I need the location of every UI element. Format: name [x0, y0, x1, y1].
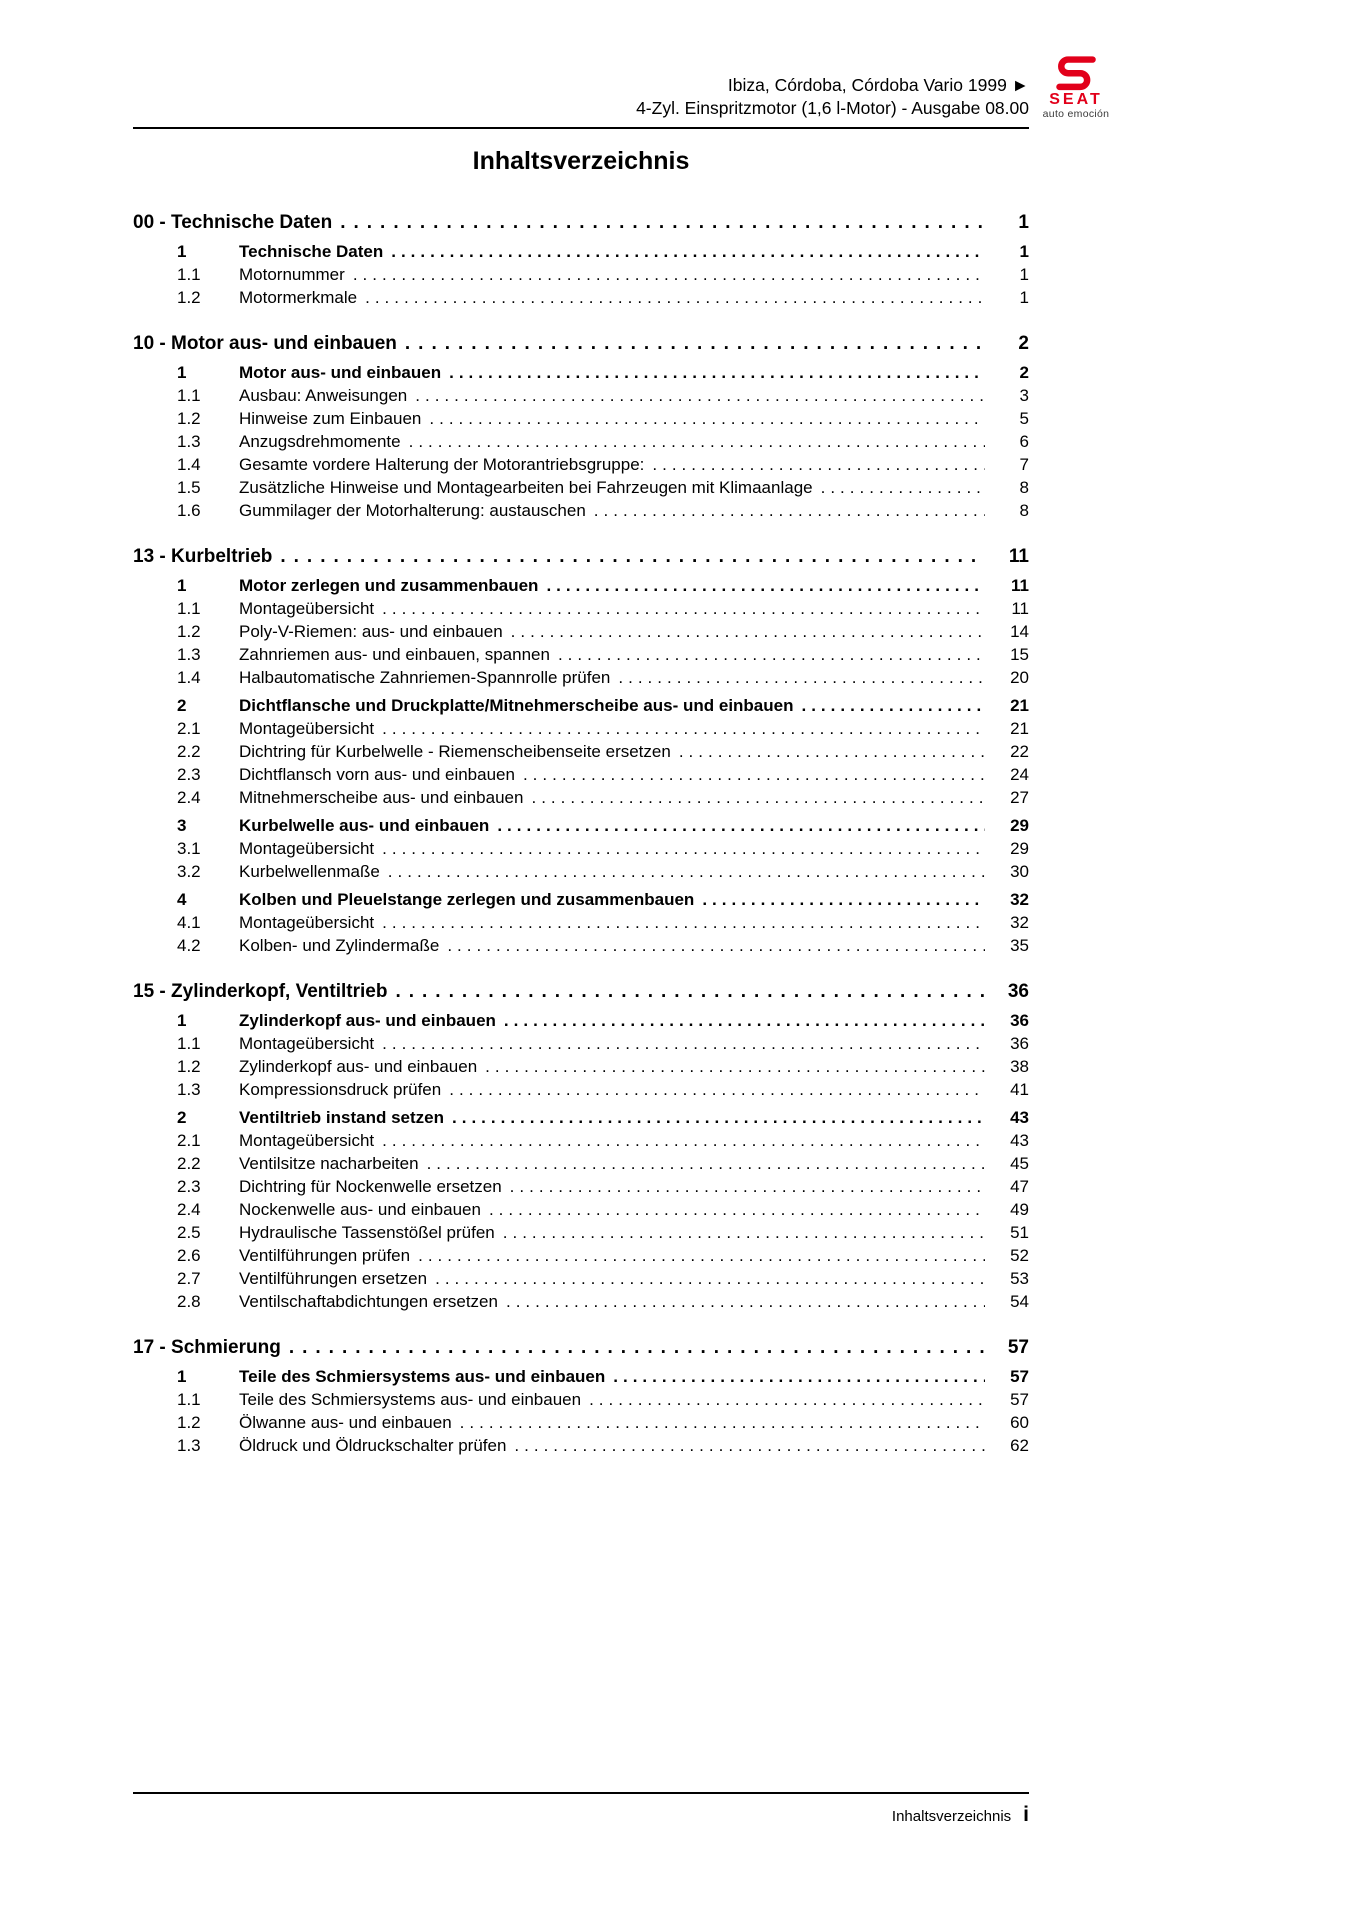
entry-title: Poly-V-Riemen: aus- und einbauen	[239, 622, 503, 641]
dot-leader	[546, 574, 985, 597]
entry-page-number: 21	[1010, 696, 1029, 715]
entry-number: 2.4	[177, 788, 201, 807]
entry-page-number: 27	[1010, 788, 1029, 807]
dot-leader	[702, 888, 985, 911]
entry-number: 1.3	[177, 645, 201, 664]
dot-leader	[391, 240, 985, 263]
dot-leader	[382, 837, 985, 860]
entry-title: Ölwanne aus- und einbauen	[239, 1413, 452, 1432]
entry-number: 3.2	[177, 862, 201, 881]
toc-section	[133, 1335, 1029, 1457]
entry-number: 1.3	[177, 1080, 201, 1099]
section-page-number: 2	[1018, 333, 1029, 354]
toc-entry	[133, 597, 1029, 620]
dot-leader	[429, 407, 985, 430]
dot-leader	[449, 361, 985, 384]
section-entries	[133, 240, 1029, 309]
entry-number: 2.2	[177, 742, 201, 761]
dot-leader	[558, 643, 985, 666]
toc-entry	[133, 1365, 1029, 1388]
entry-page-number: 24	[1010, 765, 1029, 784]
entry-title: Ausbau: Anweisungen	[239, 386, 408, 405]
dot-leader	[489, 1198, 985, 1221]
entry-page-number: 15	[1010, 645, 1029, 664]
toc-entry	[133, 694, 1029, 717]
entry-page-number: 32	[1010, 913, 1029, 932]
entry-page-number: 54	[1010, 1292, 1029, 1311]
toc-entry	[133, 1244, 1029, 1267]
toc-entry	[133, 1388, 1029, 1411]
entry-number: 1.4	[177, 455, 201, 474]
entry-title: Öldruck und Öldruckschalter prüfen	[239, 1436, 507, 1455]
section-page-number: 57	[1007, 1337, 1029, 1358]
toc-section	[133, 544, 1029, 957]
entry-title: Motornummer	[239, 265, 345, 284]
dot-leader	[452, 1106, 985, 1129]
dot-leader	[613, 1365, 985, 1388]
dot-leader	[531, 786, 985, 809]
entry-title: Dichtflansch vorn aus- und einbauen	[239, 765, 515, 784]
toc-entry	[133, 499, 1029, 522]
dot-leader	[485, 1055, 985, 1078]
entry-title: Anzugsdrehmomente	[239, 432, 401, 451]
entry-page-number: 8	[1019, 501, 1029, 520]
entry-title: Kurbelwelle aus- und einbauen	[239, 816, 490, 835]
entry-page-number: 29	[1010, 816, 1029, 835]
entry-number: 2.3	[177, 1177, 201, 1196]
entry-number: 1.6	[177, 501, 201, 520]
entry-title: Teile des Schmiersystems aus- und einbauen	[239, 1390, 582, 1409]
entry-title: Montageübersicht	[239, 1034, 375, 1053]
entry-page-number: 1	[1019, 265, 1029, 284]
entry-number: 1	[177, 242, 187, 261]
entry-title: Motor aus- und einbauen	[239, 363, 442, 382]
dot-leader	[395, 979, 985, 1004]
section-header	[133, 331, 1029, 356]
dot-leader	[382, 597, 985, 620]
toc-entry	[133, 740, 1029, 763]
section-page-number: 1	[1018, 212, 1029, 233]
section-header	[133, 210, 1029, 235]
entry-page-number: 29	[1010, 839, 1029, 858]
header-model-line: Ibiza, Córdoba, Córdoba Vario 1999 ►	[727, 75, 1029, 95]
dot-leader	[382, 1032, 985, 1055]
entry-number: 1.1	[177, 1390, 201, 1409]
entry-number: 2	[177, 696, 187, 715]
toc-entry	[133, 1198, 1029, 1221]
dot-leader	[289, 1335, 985, 1360]
entry-title: Montageübersicht	[239, 719, 375, 738]
entry-number: 2.8	[177, 1292, 201, 1311]
entry-title: Montageübersicht	[239, 1131, 375, 1150]
dot-leader	[447, 934, 985, 957]
toc-entry	[133, 1175, 1029, 1198]
dot-leader	[801, 694, 985, 717]
entry-page-number: 36	[1010, 1034, 1029, 1053]
entry-number: 2.6	[177, 1246, 201, 1265]
dot-leader	[449, 1078, 985, 1101]
toc-entry	[133, 240, 1029, 263]
entry-page-number: 57	[1010, 1390, 1029, 1409]
toc-entry	[133, 384, 1029, 407]
dot-leader	[594, 499, 985, 522]
entry-number: 4.2	[177, 936, 201, 955]
entry-title: Motormerkmale	[239, 288, 358, 307]
entry-number: 1.3	[177, 432, 201, 451]
entry-title: Kurbelwellenmaße	[239, 862, 380, 881]
entry-title: Ventilschaftabdichtungen ersetzen	[239, 1292, 498, 1311]
dot-leader	[382, 911, 985, 934]
entry-title: Hydraulische Tassenstößel prüfen	[239, 1223, 495, 1242]
entry-title: Ventilführungen ersetzen	[239, 1269, 428, 1288]
entry-number: 2.5	[177, 1223, 201, 1242]
entry-title: Ventilführungen prüfen	[239, 1246, 411, 1265]
header-engine-line: 4-Zyl. Einspritzmotor (1,6 l-Motor) - Ausgabe 08.00	[636, 98, 1029, 118]
entry-title: Montageübersicht	[239, 599, 375, 618]
entry-page-number: 1	[1019, 242, 1029, 261]
entry-title: Montageübersicht	[239, 913, 375, 932]
dot-leader	[503, 1221, 985, 1244]
entry-page-number: 52	[1010, 1246, 1029, 1265]
entry-title: Kompressionsdruck prüfen	[239, 1080, 442, 1099]
entry-page-number: 5	[1019, 409, 1029, 428]
entry-title: Ventiltrieb instand setzen	[239, 1108, 444, 1127]
section-page-number: 11	[1008, 546, 1029, 567]
toc-entry	[133, 1009, 1029, 1032]
dot-leader	[504, 1009, 985, 1032]
entry-page-number: 43	[1010, 1108, 1029, 1127]
header-divider	[133, 127, 1029, 129]
footer-divider	[133, 1792, 1029, 1794]
toc-entry	[133, 934, 1029, 957]
entry-title: Gummilager der Motorhalterung: austauschen	[239, 501, 586, 520]
entry-title: Zylinderkopf aus- und einbauen	[239, 1011, 496, 1030]
entry-number: 2.7	[177, 1269, 201, 1288]
dot-leader	[365, 286, 985, 309]
toc-entry	[133, 1290, 1029, 1313]
entry-number: 2.2	[177, 1154, 201, 1173]
entry-page-number: 8	[1019, 478, 1029, 497]
entry-page-number: 20	[1010, 668, 1029, 687]
entry-number: 1.2	[177, 1057, 201, 1076]
section-header	[133, 1335, 1029, 1360]
toc-entry	[133, 1106, 1029, 1129]
seat-s-icon	[1053, 54, 1099, 91]
entry-page-number: 6	[1019, 432, 1029, 451]
toc-entry	[133, 1221, 1029, 1244]
entry-number: 1.1	[177, 265, 201, 284]
entry-number: 4.1	[177, 913, 201, 932]
entry-number: 3	[177, 816, 187, 835]
entry-title: Dichtring für Kurbelwelle - Riemenscheibenseite ersetzen	[239, 742, 671, 761]
toc-entry	[133, 476, 1029, 499]
entry-title: Nockenwelle aus- und einbauen	[239, 1200, 481, 1219]
toc-entry	[133, 814, 1029, 837]
entry-title: Zahnriemen aus- und einbauen, spannen	[239, 645, 550, 664]
entry-page-number: 62	[1010, 1436, 1029, 1455]
toc-entry	[133, 263, 1029, 286]
entry-page-number: 53	[1010, 1269, 1029, 1288]
dot-leader	[353, 263, 985, 286]
entry-page-number: 21	[1010, 719, 1029, 738]
section-label: 15 - Zylinderkopf, Ventiltrieb	[133, 981, 388, 1002]
dot-leader	[415, 384, 985, 407]
entry-page-number: 41	[1010, 1080, 1029, 1099]
entry-title: Zusätzliche Hinweise und Montagearbeiten bei Fahrzeugen mit Klimaanlage	[239, 478, 813, 497]
entry-page-number: 3	[1019, 386, 1029, 405]
entry-page-number: 32	[1010, 890, 1029, 909]
dot-leader	[382, 717, 985, 740]
toc-entry	[133, 837, 1029, 860]
header-info	[636, 74, 1029, 120]
entry-page-number: 35	[1010, 936, 1029, 955]
entry-number: 1.1	[177, 599, 201, 618]
entry-number: 1	[177, 1367, 187, 1386]
toc-entry	[133, 911, 1029, 934]
toc-entry	[133, 1032, 1029, 1055]
section-header	[133, 544, 1029, 569]
entry-title: Dichtring für Nockenwelle ersetzen	[239, 1177, 502, 1196]
dot-leader	[589, 1388, 985, 1411]
toc-section	[133, 210, 1029, 309]
toc-entry	[133, 786, 1029, 809]
entry-page-number: 57	[1010, 1367, 1029, 1386]
section-entries	[133, 574, 1029, 957]
entry-page-number: 7	[1019, 455, 1029, 474]
section-label: 10 - Motor aus- und einbauen	[133, 333, 397, 354]
entry-number: 1.2	[177, 1413, 201, 1432]
entry-title: Gesamte vordere Halterung der Motorantriebsgruppe:	[239, 455, 645, 474]
entry-page-number: 51	[1010, 1223, 1029, 1242]
dot-leader	[409, 430, 985, 453]
entry-page-number: 45	[1010, 1154, 1029, 1173]
dot-leader	[506, 1290, 985, 1313]
entry-page-number: 38	[1010, 1057, 1029, 1076]
entry-number: 4	[177, 890, 187, 909]
entry-number: 1.3	[177, 1436, 201, 1455]
dot-leader	[523, 763, 985, 786]
toc-entry	[133, 407, 1029, 430]
seat-logo	[1040, 54, 1112, 121]
dot-leader	[460, 1411, 985, 1434]
entry-number: 1.4	[177, 668, 201, 687]
toc-entry	[133, 717, 1029, 740]
entry-number: 2.1	[177, 1131, 201, 1150]
entry-number: 1	[177, 576, 187, 595]
entry-page-number: 14	[1010, 622, 1029, 641]
toc-entry	[133, 430, 1029, 453]
entry-title: Teile des Schmiersystems aus- und einbauen	[239, 1367, 606, 1386]
toc	[133, 210, 1029, 1457]
toc-entry	[133, 1055, 1029, 1078]
dot-leader	[821, 476, 985, 499]
entry-number: 2	[177, 1108, 187, 1127]
toc-entry	[133, 286, 1029, 309]
section-header	[133, 979, 1029, 1004]
entry-number: 1.2	[177, 288, 201, 307]
entry-title: Motor zerlegen und zusammenbauen	[239, 576, 539, 595]
toc-entry	[133, 888, 1029, 911]
entry-page-number: 22	[1010, 742, 1029, 761]
entry-page-number: 43	[1010, 1131, 1029, 1150]
entry-number: 1.5	[177, 478, 201, 497]
entry-page-number: 1	[1019, 288, 1029, 307]
dot-leader	[679, 740, 985, 763]
entry-number: 1.1	[177, 386, 201, 405]
section-label: 00 - Technische Daten	[133, 212, 333, 233]
entry-number: 3.1	[177, 839, 201, 858]
entry-page-number: 11	[1011, 576, 1029, 595]
toc-entry	[133, 620, 1029, 643]
dot-leader	[497, 814, 985, 837]
toc-section	[133, 979, 1029, 1313]
entry-title: Kolben- und Zylindermaße	[239, 936, 440, 955]
entry-title: Halbautomatische Zahnriemen-Spannrolle prüfen	[239, 668, 611, 687]
entry-page-number: 60	[1010, 1413, 1029, 1432]
entry-number: 1.1	[177, 1034, 201, 1053]
entry-page-number: 47	[1010, 1177, 1029, 1196]
entry-page-number: 11	[1011, 599, 1029, 618]
entry-number: 2.4	[177, 1200, 201, 1219]
entry-number: 1	[177, 363, 187, 382]
toc-entry	[133, 1078, 1029, 1101]
dot-leader	[618, 666, 985, 689]
toc-entry	[133, 1434, 1029, 1457]
toc-entry	[133, 643, 1029, 666]
section-label: 13 - Kurbeltrieb	[133, 546, 273, 567]
seat-wordmark: SEAT	[1049, 91, 1103, 108]
toc-entry	[133, 1152, 1029, 1175]
entry-number: 2.3	[177, 765, 201, 784]
dot-leader	[435, 1267, 985, 1290]
entry-number: 1	[177, 1011, 187, 1030]
toc-entry	[133, 1411, 1029, 1434]
dot-leader	[514, 1434, 985, 1457]
dot-leader	[511, 620, 985, 643]
entry-page-number: 49	[1010, 1200, 1029, 1219]
toc-entry	[133, 453, 1029, 476]
page-title: Inhaltsverzeichnis	[472, 147, 690, 175]
entry-title: Kolben und Pleuelstange zerlegen und zusammenbauen	[239, 890, 695, 909]
section-entries	[133, 1009, 1029, 1313]
dot-leader	[405, 331, 985, 356]
toc-section	[133, 331, 1029, 522]
entry-page-number: 30	[1010, 862, 1029, 881]
entry-number: 2.1	[177, 719, 201, 738]
toc-entry	[133, 1267, 1029, 1290]
entry-title: Ventilsitze nacharbeiten	[239, 1154, 419, 1173]
entry-title: Technische Daten	[239, 242, 384, 261]
entry-number: 1.2	[177, 409, 201, 428]
dot-leader	[280, 544, 985, 569]
footer-label: Inhaltsverzeichnis	[891, 1808, 1012, 1825]
section-entries	[133, 1365, 1029, 1457]
entry-title: Montageübersicht	[239, 839, 375, 858]
toc-entry	[133, 361, 1029, 384]
footer-page-number: i	[1023, 1803, 1029, 1826]
toc-entry	[133, 574, 1029, 597]
dot-leader	[418, 1244, 985, 1267]
toc-entry	[133, 763, 1029, 786]
entry-page-number: 2	[1019, 363, 1029, 382]
dot-leader	[388, 860, 985, 883]
section-label: 17 - Schmierung	[133, 1337, 281, 1358]
footer	[133, 1803, 1029, 1827]
entry-title: Zylinderkopf aus- und einbauen	[239, 1057, 478, 1076]
dot-leader	[340, 210, 985, 235]
seat-tagline: auto emoción	[1042, 108, 1110, 120]
dot-leader	[510, 1175, 985, 1198]
entry-title: Dichtflansche und Druckplatte/Mitnehmerscheibe aus- und einbauen	[239, 696, 794, 715]
section-page-number: 36	[1007, 981, 1029, 1002]
dot-leader	[382, 1129, 985, 1152]
entry-title: Mitnehmerscheibe aus- und einbauen	[239, 788, 524, 807]
section-entries	[133, 361, 1029, 522]
dot-leader	[427, 1152, 985, 1175]
toc-entry	[133, 1129, 1029, 1152]
entry-page-number: 36	[1010, 1011, 1029, 1030]
dot-leader	[652, 453, 985, 476]
entry-number: 1.2	[177, 622, 201, 641]
toc-entry	[133, 666, 1029, 689]
toc-entry	[133, 860, 1029, 883]
entry-title: Hinweise zum Einbauen	[239, 409, 422, 428]
